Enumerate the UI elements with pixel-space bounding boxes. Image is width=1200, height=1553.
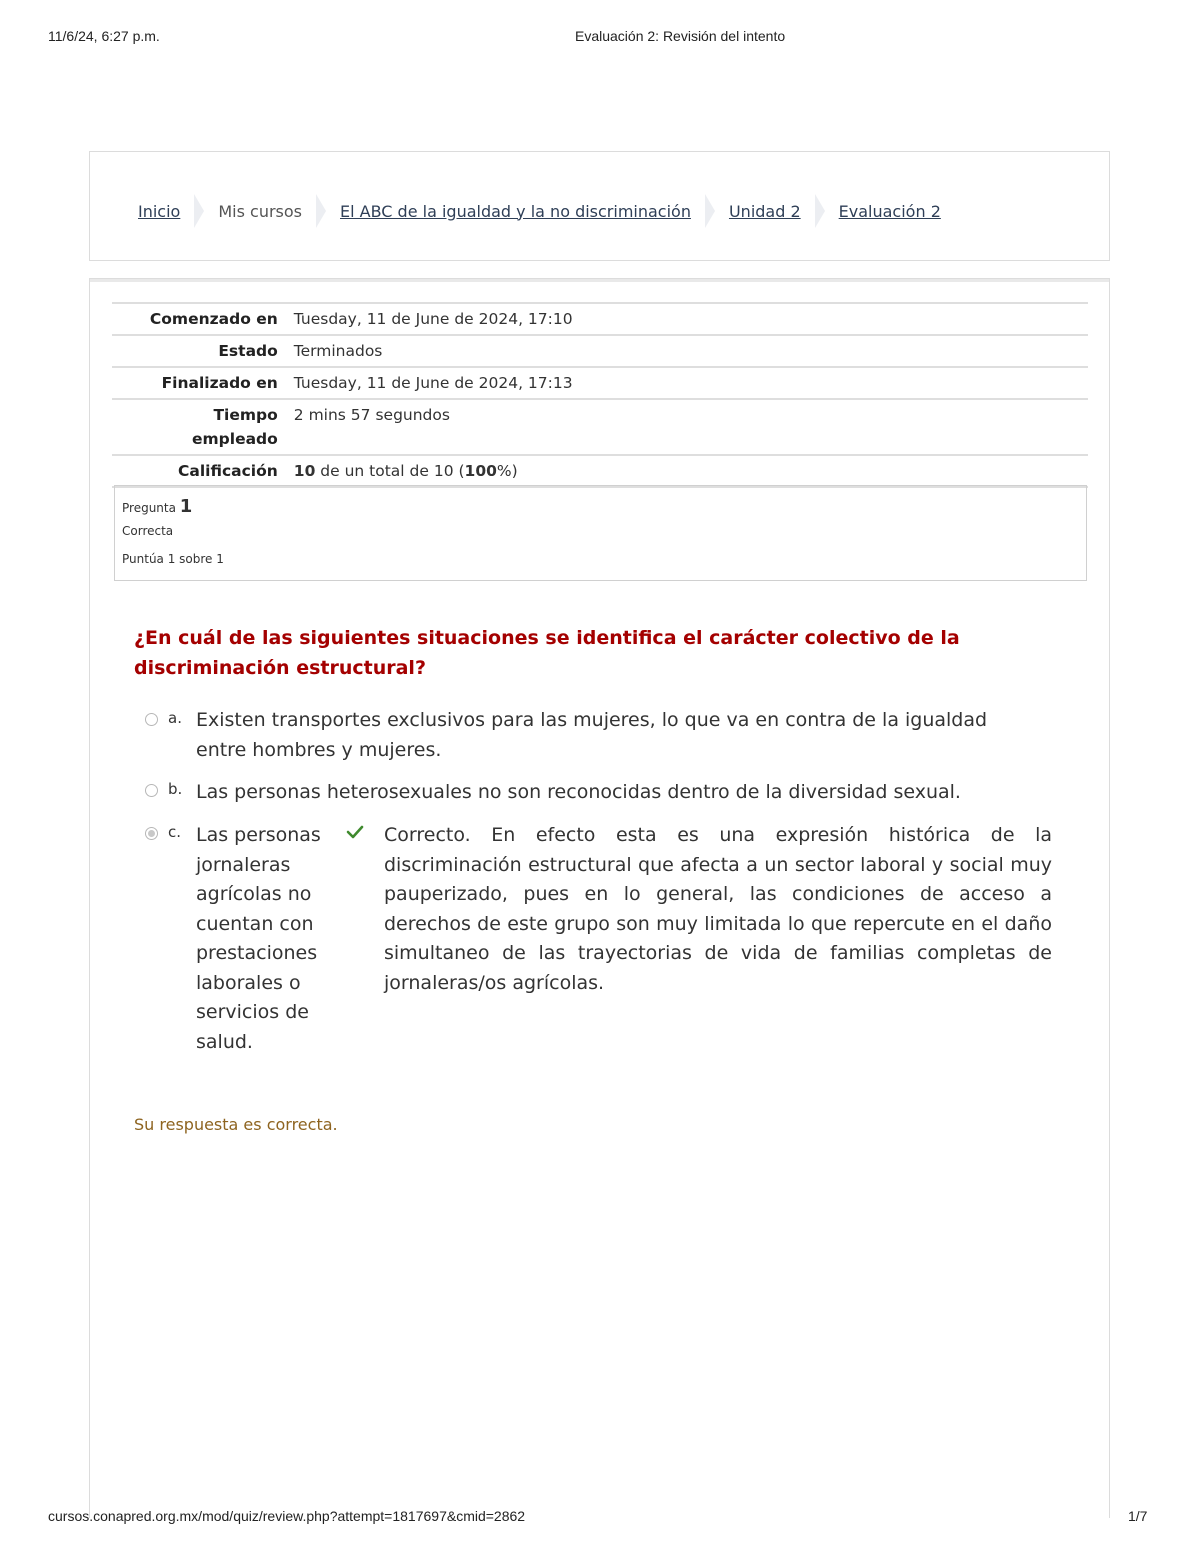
option-c-radio[interactable]	[145, 827, 158, 840]
question-label: Pregunta	[122, 501, 176, 515]
grade-score: 10	[293, 462, 316, 480]
grade-percent: 100	[464, 462, 497, 480]
option-c-letter: c.	[168, 823, 182, 841]
finished-label: Finalizado en	[161, 374, 278, 392]
overall-feedback: Su respuesta es correcta.	[134, 1115, 338, 1134]
correct-check-icon	[346, 825, 364, 839]
time-label: Tiempo empleado	[192, 406, 278, 448]
question-number-row	[122, 496, 1079, 524]
print-url: cursos.conapred.org.mx/mod/quiz/review.php?attempt=1817697&cmid=2862	[48, 1508, 526, 1524]
option-a-letter: a.	[168, 709, 182, 727]
started-value: Tuesday, 11 de June de 2024, 17:10	[293, 310, 573, 328]
summary-row-grade	[112, 455, 1088, 487]
breadcrumb-my-courses: Mis cursos	[218, 201, 302, 221]
grade-value	[294, 455, 1088, 487]
state-label: Estado	[218, 342, 278, 360]
breadcrumb-separator	[194, 194, 204, 228]
breadcrumb-course-link[interactable]: El ABC de la igualdad y la no discriminación	[340, 201, 691, 221]
breadcrumb-home-link[interactable]: Inicio	[138, 201, 181, 221]
print-page-number: 1/7	[1128, 1508, 1148, 1524]
print-date: 11/6/24, 6:27 p.m.	[48, 28, 160, 44]
summary-row-started	[112, 303, 1088, 335]
option-b-radio[interactable]	[145, 784, 158, 797]
question-text: ¿En cuál de las siguientes situaciones se identifica el carácter colectivo de la discriminación estructural?	[134, 627, 960, 679]
option-c-text: Las personas jornaleras agrícolas no cuentan con prestaciones laborales o servicios de salud.	[196, 824, 321, 1053]
summary-row-time	[112, 399, 1088, 455]
finished-value: Tuesday, 11 de June de 2024, 17:13	[293, 374, 573, 392]
option-b-letter: b.	[168, 780, 183, 798]
grade-middle: de un total de 10 (	[315, 462, 465, 480]
grade-label: Calificación	[178, 462, 278, 480]
breadcrumb-quiz-link[interactable]: Evaluación 2	[838, 201, 941, 221]
breadcrumb-separator	[815, 194, 825, 228]
breadcrumb-separator	[705, 194, 715, 228]
breadcrumb-panel	[89, 151, 1110, 261]
summary-row-state	[112, 335, 1088, 367]
breadcrumb	[138, 194, 941, 228]
started-label: Comenzado en	[149, 310, 278, 328]
question-status: Correcta	[122, 524, 174, 538]
print-title: Evaluación 2: Revisión del intento	[575, 28, 786, 44]
option-b-text: Las personas heterosexuales no son reconocidas dentro de la diversidad sexual.	[196, 781, 961, 803]
attempt-summary-table	[112, 302, 1088, 488]
quiz-review-panel	[89, 278, 1110, 1518]
state-value: Terminados	[293, 342, 383, 360]
option-a-radio[interactable]	[145, 713, 158, 726]
option-a-text: Existen transportes exclusivos para las mujeres, lo que va en contra de la igualdad entre hombres y mujeres.	[196, 709, 988, 761]
grade-end: %)	[496, 462, 518, 480]
time-value: 2 mins 57 segundos	[293, 406, 450, 424]
question-number: 1	[179, 496, 193, 517]
option-c-feedback: Correcto. En efecto esta es una expresión histórica de la discriminación estructural que afecta a un sector laboral y social muy pauperizado, pues en lo general, las condiciones de acceso a derechos de este grupo son muy limitada lo que repercute en el daño simultaneo de las trayectorias de vida de familias completas de jornaleras/os agrícolas.	[384, 824, 1052, 994]
question-info-box	[114, 485, 1087, 581]
breadcrumb-unit-link[interactable]: Unidad 2	[728, 201, 801, 221]
summary-row-finished	[112, 367, 1088, 399]
question-points: Puntúa 1 sobre 1	[122, 552, 224, 566]
breadcrumb-separator	[316, 194, 326, 228]
